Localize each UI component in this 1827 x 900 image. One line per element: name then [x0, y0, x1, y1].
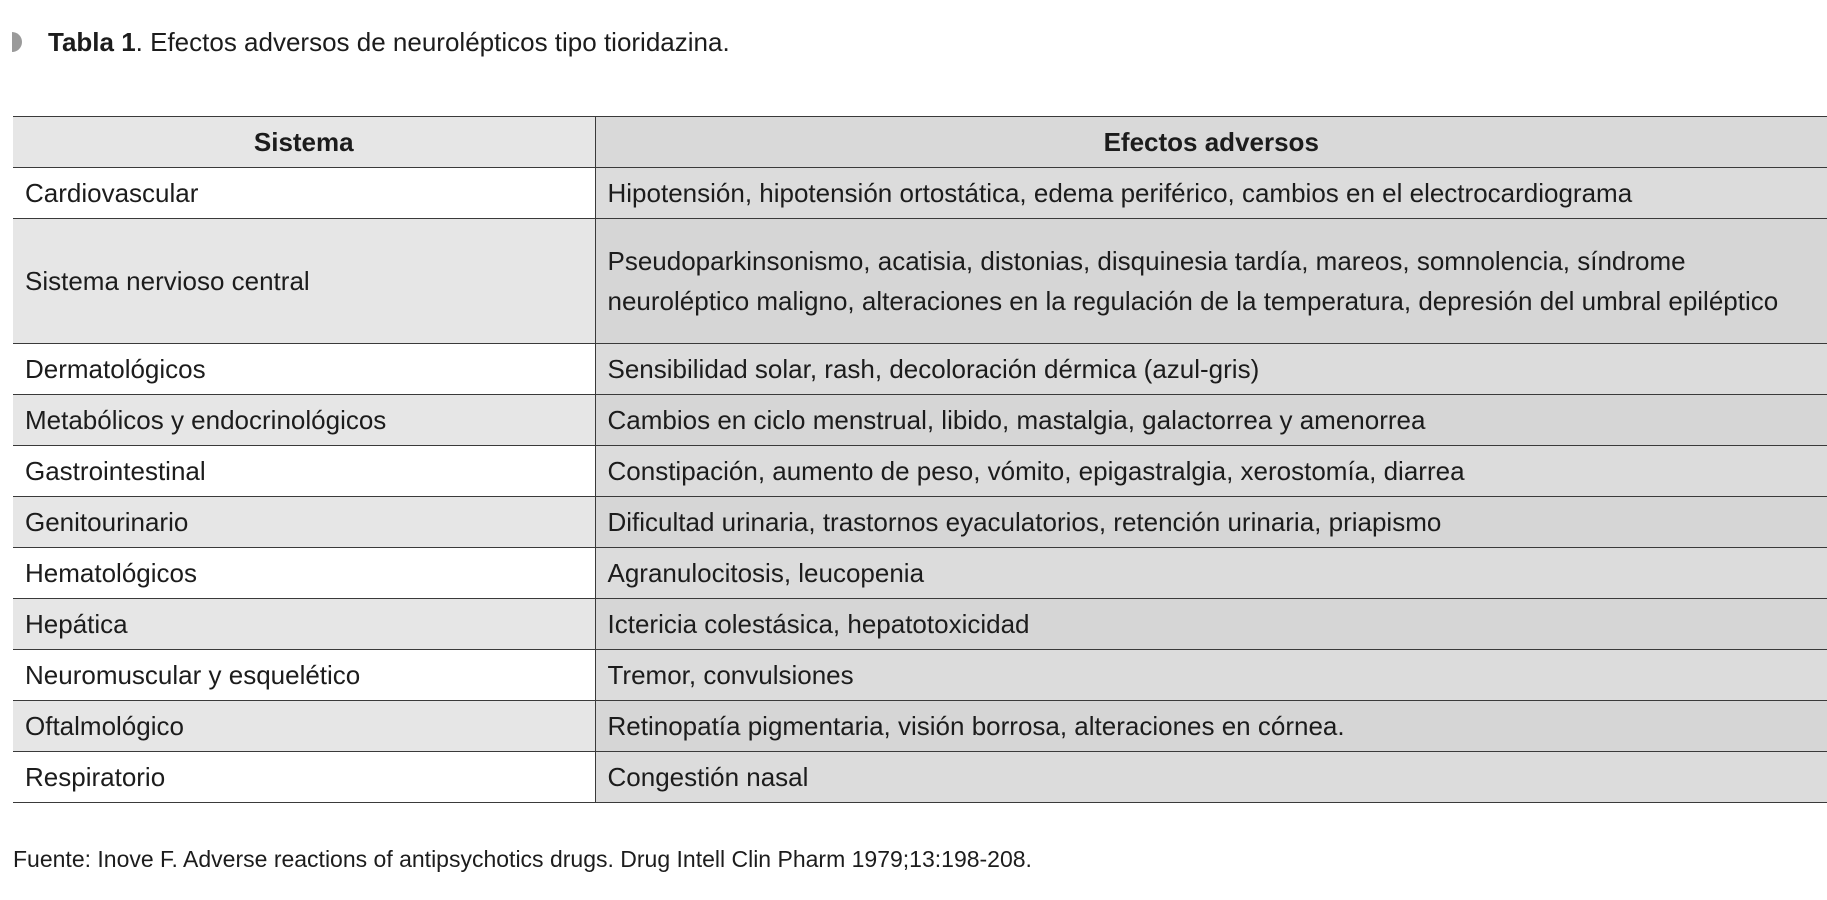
cell-efectos: Dificultad urinaria, trastornos eyaculatorios, retención urinaria, priapismo: [595, 497, 1827, 548]
cell-efectos: Constipación, aumento de peso, vómito, epigastralgia, xerostomía, diarrea: [595, 446, 1827, 497]
cell-sistema: Respiratorio: [13, 752, 595, 803]
cell-sistema: Hematológicos: [13, 548, 595, 599]
caption-label: Tabla 1: [48, 26, 136, 57]
cell-efectos: Agranulocitosis, leucopenia: [595, 548, 1827, 599]
header-efectos: Efectos adversos: [595, 117, 1827, 168]
table-row: [13, 219, 1827, 344]
table-row: [13, 650, 1827, 701]
cell-efectos: Cambios en ciclo menstrual, libido, mastalgia, galactorrea y amenorrea: [595, 395, 1827, 446]
cell-efectos: Ictericia colestásica, hepatotoxicidad: [595, 599, 1827, 650]
adverse-effects-table: [13, 116, 1827, 803]
table-header-row: [13, 117, 1827, 168]
header-sistema: Sistema: [13, 117, 595, 168]
cell-efectos: Retinopatía pigmentaria, visión borrosa, alteraciones en córnea.: [595, 701, 1827, 752]
cell-sistema: Genitourinario: [13, 497, 595, 548]
table-row: [13, 168, 1827, 219]
table-row: [13, 752, 1827, 803]
cell-efectos: Tremor, convulsiones: [595, 650, 1827, 701]
cell-sistema: Cardiovascular: [13, 168, 595, 219]
table-row: [13, 599, 1827, 650]
bullet-icon: [12, 32, 26, 52]
table-row: [13, 548, 1827, 599]
cell-sistema: Sistema nervioso central: [13, 219, 595, 344]
caption-text: . Efectos adversos de neurolépticos tipo tioridazina.: [135, 26, 730, 57]
table-row: [13, 701, 1827, 752]
cell-sistema: Gastrointestinal: [13, 446, 595, 497]
cell-efectos: Hipotensión, hipotensión ortostática, edema periférico, cambios en el electrocardiograma: [595, 168, 1827, 219]
source-note: Fuente: Inove F. Adverse reactions of antipsychotics drugs. Drug Intell Clin Pharm 1979;13:198-208.: [13, 846, 1032, 872]
cell-efectos: Pseudoparkinsonismo, acatisia, distonias, disquinesia tardía, mareos, somnolencia, síndrome neuroléptico maligno, alteraciones en la regulación de la temperatura, depresión del umbral epiléptico: [595, 219, 1827, 344]
cell-sistema: Oftalmológico: [13, 701, 595, 752]
table-row: [13, 395, 1827, 446]
table-caption: [0, 22, 730, 62]
cell-sistema: Metabólicos y endocrinológicos: [13, 395, 595, 446]
cell-sistema: Neuromuscular y esquelético: [13, 650, 595, 701]
cell-sistema: Dermatológicos: [13, 344, 595, 395]
cell-sistema: Hepática: [13, 599, 595, 650]
cell-efectos: Congestión nasal: [595, 752, 1827, 803]
table-row: [13, 344, 1827, 395]
table-row: [13, 446, 1827, 497]
cell-efectos: Sensibilidad solar, rash, decoloración dérmica (azul-gris): [595, 344, 1827, 395]
table-row: [13, 497, 1827, 548]
